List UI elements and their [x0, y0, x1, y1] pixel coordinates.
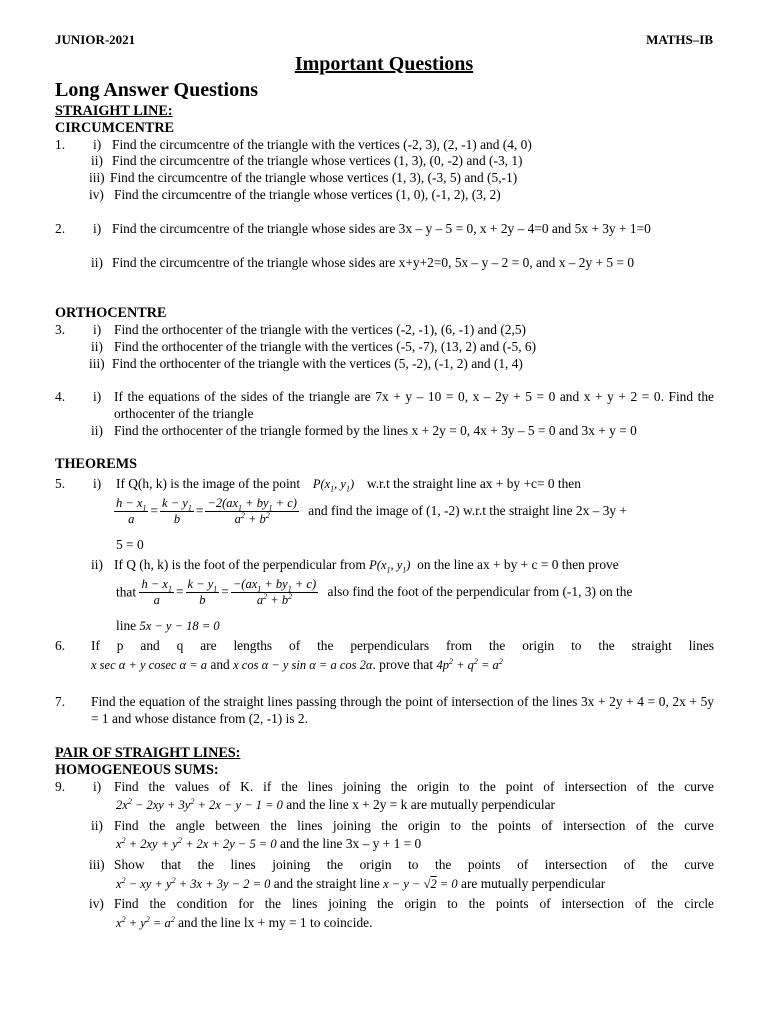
- q6-result: $4p^2 + q^2 = a^2$: [436, 656, 503, 672]
- q9-i-text-b: and the line x + 2y = k are mutually perpendicular: [286, 797, 555, 812]
- q3-iii-text: Find the orthocenter of the triangle with the vertices (5, -2), (-1, 2) and (1, 4): [112, 356, 523, 371]
- q5-i-text-d: 5 = 0: [116, 537, 144, 552]
- q9-roman-iv: iv): [89, 896, 104, 911]
- q9-roman-ii: ii): [91, 818, 103, 833]
- q1-iii-text: Find the circumcentre of the triangle whose vertices (1, 3), (-3, 5) and (5,-1): [110, 170, 518, 185]
- q6-line2: x cos α − y sin α = a cos 2α: [233, 658, 373, 672]
- q4-i-text: If the equations of the sides of the triangle are 7x + y – 10 = 0, x – 2y + 5 = 0 and x + y + 2 = 0. Find the orthocenter of the triangle: [114, 389, 714, 421]
- section-straight-line: STRAIGHT LINE:: [55, 103, 173, 119]
- q6-equations: [91, 657, 503, 674]
- q9-iv-line2: [116, 915, 372, 932]
- q5-i-text-b: w.r.t the straight line ax + by +c= 0 then: [366, 476, 581, 491]
- q5-ii-text-e: line: [116, 618, 137, 633]
- q3-number: 3.: [55, 322, 66, 337]
- q1-ii-text: Find the circumcentre of the triangle whose vertices (1, 3), (0, -2) and (-3, 1): [112, 153, 523, 168]
- q4-roman-i: i): [93, 389, 102, 404]
- q9-iv-circle: $x^2 + y^2 = a^2$: [116, 914, 175, 930]
- q4-ii-text: Find the orthocenter of the triangle formed by the lines x + 2y = 0, 4x + 3y – 5 = 0 and 3x + y = 0: [114, 423, 637, 438]
- q5-ii-formula: that $\frac{h - x_1}{a}$ = $\frac{k - y_1}{b}$ = $\frac{-(ax_1 + by_1 + c)}{a^2 + b^2}$ also find the foot of the perpendicular from (-1, 3) on the: [116, 577, 633, 607]
- q3-roman-iii: iii): [89, 356, 105, 371]
- q6-number: 6.: [55, 638, 66, 653]
- q2-roman-i: i): [93, 221, 102, 236]
- q9-ii-text: Find the angle between the lines joining the origin to the points of intersection of the curve: [114, 818, 714, 833]
- q5-i-text-c: and find the image of (1, -2) w.r.t the straight line 2x – 3y +: [308, 503, 627, 519]
- q9-i-curve: $2x^2 - 2xy + 3y^2 + 2x - y - 1 = 0$: [116, 796, 283, 812]
- q3-i-text: Find the orthocenter of the triangle with the vertices (-2, -1), (6, -1) and (2,5): [114, 322, 526, 337]
- q9-iv-text: Find the condition for the lines joining the origin to the points of intersection of the circle: [114, 896, 714, 911]
- q5-i-line1: [116, 476, 581, 493]
- section-theorems: THEOREMS: [55, 456, 137, 472]
- q5-ii-line3: [116, 618, 220, 635]
- q2-ii-text: Find the circumcentre of the triangle whose sides are x+y+2=0, 5x – y – 2 = 0, and x – 2y + 5 = 0: [112, 255, 635, 270]
- q7-number: 7.: [55, 694, 66, 709]
- q9-roman-i: i): [93, 779, 102, 794]
- q9-iii-text-b: and the straight line: [273, 876, 380, 891]
- q3-roman-ii: ii): [91, 339, 103, 354]
- section-circumcentre: CIRCUMCENTRE: [55, 120, 175, 136]
- q1-roman-iv: iv): [89, 187, 104, 202]
- section-orthocentre: ORTHOCENTRE: [55, 305, 167, 321]
- q6-and: and: [210, 657, 230, 672]
- page-title: Important Questions: [294, 53, 474, 75]
- q9-iii-line: x − y − √2 = 0: [383, 877, 458, 891]
- header-class: JUNIOR-2021: [55, 32, 136, 47]
- q1-number: 1.: [55, 137, 66, 152]
- q9-iii-text-c: are mutually perpendicular: [461, 876, 606, 891]
- q3-roman-i: i): [93, 322, 102, 337]
- header-subject: MATHS–IB: [646, 32, 713, 47]
- q9-ii-text-b: and the line 3x – y + 1 = 0: [280, 836, 422, 851]
- q9-iii-text: Show that the lines joining the origin to the points of intersection of the curve: [114, 857, 714, 872]
- point-p-expression-2: $P(x_1$, $y_1$): [369, 558, 411, 575]
- q2-number: 2.: [55, 221, 66, 236]
- fraction-k-b-2: $\frac{k - y_1}{b}$: [187, 577, 218, 607]
- q5-roman-ii: ii): [91, 557, 103, 572]
- q9-number: 9.: [55, 779, 66, 794]
- fraction-h-a: $\frac{h - x_1}{a}$: [116, 496, 147, 526]
- q5-ii-text-b: on the line ax + by + c = 0 then prove: [417, 557, 619, 572]
- q5-ii-line-equation: 5x − y − 18 = 0: [139, 619, 220, 633]
- q1-roman-i: i): [93, 137, 102, 152]
- q9-i-line2: [116, 797, 555, 814]
- q1-i-text: Find the circumcentre of the triangle with the vertices (-2, 3), (2, -1) and (4, 0): [112, 137, 532, 152]
- q1-iv-text: Find the circumcentre of the triangle whose vertices (1, 0), (-1, 2), (3, 2): [114, 187, 501, 202]
- fraction-image-rhs: $\frac{-2(ax_1 + by_1 + c)}{a^2 + b^2}$: [207, 496, 297, 526]
- q9-ii-curve: $x^2 + 2xy + y^2 + 2x + 2y - 5 = 0$: [116, 835, 277, 851]
- q5-ii-line1: [114, 557, 619, 574]
- q2-i-text: Find the circumcentre of the triangle whose sides are 3x – y – 5 = 0, x + 2y – 4=0 and 5x + 3y + 1=0: [112, 221, 651, 236]
- q1-roman-ii: ii): [91, 153, 103, 168]
- q6-prove: . prove that: [372, 657, 434, 672]
- q9-iv-text-b: and the line lx + my = 1 to coincide.: [178, 915, 373, 930]
- q5-ii-text-d: also find the foot of the perpendicular from (-1, 3) on the: [327, 584, 633, 600]
- q4-roman-ii: ii): [91, 423, 103, 438]
- fraction-foot-rhs: $\frac{-(ax_1 + by_1 + c)}{a^2 + b^2}$: [232, 577, 317, 607]
- q9-iii-line2: [116, 876, 605, 893]
- q5-roman-i: i): [93, 476, 102, 491]
- q5-i-formula: $\frac{h - x_1}{a}$ = $\frac{k - y_1}{b}$ = $\frac{-2(ax_1 + by_1 + c)}{a^2 + b^2}$ and find the image of (1, -2) w.r.t the straight line 2x – 3y +: [116, 496, 627, 526]
- long-answer-heading: Long Answer Questions: [55, 79, 259, 101]
- fraction-h-a-2: $\frac{h - x_1}{a}$: [141, 577, 172, 607]
- q9-iii-curve: $x^2$ − xy + $y^2 + 3x + 3y - 2 = 0$: [116, 875, 271, 891]
- q1-roman-iii: iii): [89, 170, 105, 185]
- q5-ii-text-c: that: [116, 584, 137, 600]
- q5-i-text-a: If Q(h, k) is the image of the point: [116, 476, 301, 491]
- section-homogeneous: HOMOGENEOUS SUMS:: [55, 762, 219, 778]
- q6-text: If p and q are lengths of the perpendiculars from the origin to the straight lines: [91, 638, 714, 653]
- q5-ii-text-a: If Q (h, k) is the foot of the perpendicular from: [114, 557, 366, 572]
- q5-number: 5.: [55, 476, 66, 491]
- q3-ii-text: Find the orthocenter of the triangle with the vertices (-5, -7), (13, 2) and (-5, 6): [114, 339, 537, 354]
- q7-text: Find the equation of the straight lines passing through the point of intersection of the lines 3x + 2y + 4 = 0, 2x + 5y = 1 and whose distance from (2, -1) is 2.: [91, 694, 714, 726]
- q9-ii-line2: [116, 836, 421, 853]
- q2-roman-ii: ii): [91, 255, 103, 270]
- fraction-k-b: $\frac{k - y_1}{b}$: [162, 496, 192, 526]
- point-p-expression: $P(x_1$, $y_1$): [303, 477, 364, 494]
- section-pair-straight-lines: PAIR OF STRAIGHT LINES:: [55, 745, 241, 761]
- q6-line1: x sec α + y cosec α = a: [91, 658, 208, 672]
- q9-i-text: Find the values of K. if the lines joining the origin to the point of intersection of the curve: [114, 779, 714, 794]
- q9-roman-iii: iii): [89, 857, 105, 872]
- q4-number: 4.: [55, 389, 66, 404]
